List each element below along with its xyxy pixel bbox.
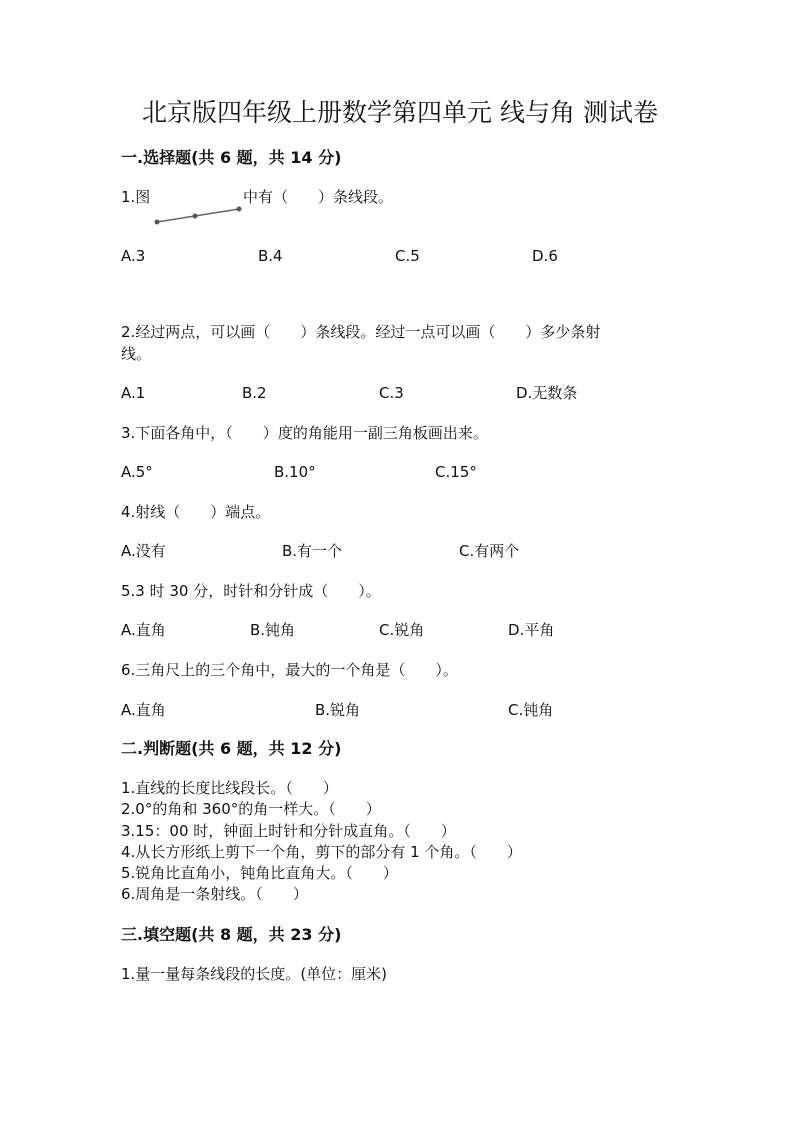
- q6-option-b: B.锐角: [315, 701, 361, 719]
- judge-item-6: 6.周角是一条射线。（ ）: [121, 885, 308, 903]
- line-segment-figure: [150, 200, 245, 230]
- q4-option-c: C.有两个: [459, 542, 520, 560]
- q4-option-b: B.有一个: [282, 542, 343, 560]
- segment-point-c: [237, 207, 242, 212]
- page-title: 北京版四年级上册数学第四单元 线与角 测试卷: [142, 98, 658, 127]
- q3-option-b: B.10°: [274, 463, 316, 481]
- judge-item-3: 3.15：00 时，钟面上时针和分针成直角。（ ）: [121, 822, 456, 840]
- section-heading-choice: 一.选择题(共 6 题，共 14 分): [121, 148, 342, 167]
- question-1-suffix: 中有（ ）条线段。: [243, 188, 394, 206]
- question-3: 3.下面各角中，（ ）度的角能用一副三角板画出来。: [121, 424, 488, 442]
- q3-option-c: C.15°: [435, 463, 477, 481]
- q2-option-d: D.无数条: [516, 384, 578, 402]
- q2-option-b: B.2: [242, 384, 267, 402]
- question-1-prefix: 1.图: [121, 188, 151, 206]
- q1-option-c: C.5: [395, 247, 420, 265]
- section-heading-judge: 二.判断题(共 6 题，共 12 分): [121, 739, 342, 758]
- question-2-line1: 2.经过两点，可以画（ ）条线段。经过一点可以画（ ）多少条射: [121, 323, 601, 341]
- q5-option-b: B.钝角: [250, 621, 296, 639]
- question-5: 5.3 时 30 分，时针和分针成（ ）。: [121, 582, 381, 600]
- question-6: 6.三角尺上的三个角中，最大的一个角是（ ）。: [121, 661, 458, 679]
- q1-option-a: A.3: [121, 247, 146, 265]
- q4-option-a: A.没有: [121, 542, 166, 560]
- q1-option-d: D.6: [532, 247, 558, 265]
- judge-item-4: 4.从长方形纸上剪下一个角，剪下的部分有 1 个角。（ ）: [121, 843, 522, 861]
- q5-option-c: C.锐角: [379, 621, 425, 639]
- judge-item-5: 5.锐角比直角小，钝角比直角大。（ ）: [121, 864, 398, 882]
- judge-item-2: 2.0°的角和 360°的角一样大。（ ）: [121, 800, 381, 818]
- q2-option-a: A.1: [121, 384, 146, 402]
- segment-point-a: [155, 220, 160, 225]
- segment-line: [157, 209, 239, 222]
- q3-option-a: A.5°: [121, 463, 153, 481]
- q5-option-d: D.平角: [508, 621, 555, 639]
- q6-option-c: C.钝角: [508, 701, 554, 719]
- q2-option-c: C.3: [379, 384, 404, 402]
- section-heading-fill: 三.填空题(共 8 题，共 23 分): [121, 925, 342, 944]
- q1-option-b: B.4: [258, 247, 283, 265]
- fill-question-1: 1.量一量每条线段的长度。(单位：厘米): [121, 965, 388, 983]
- question-4: 4.射线（ ）端点。: [121, 503, 271, 521]
- segment-point-b: [193, 214, 198, 219]
- q6-option-a: A.直角: [121, 701, 166, 719]
- judge-item-1: 1.直线的长度比线段长。（ ）: [121, 779, 338, 797]
- question-2-line2: 线。: [121, 345, 152, 363]
- q5-option-a: A.直角: [121, 621, 166, 639]
